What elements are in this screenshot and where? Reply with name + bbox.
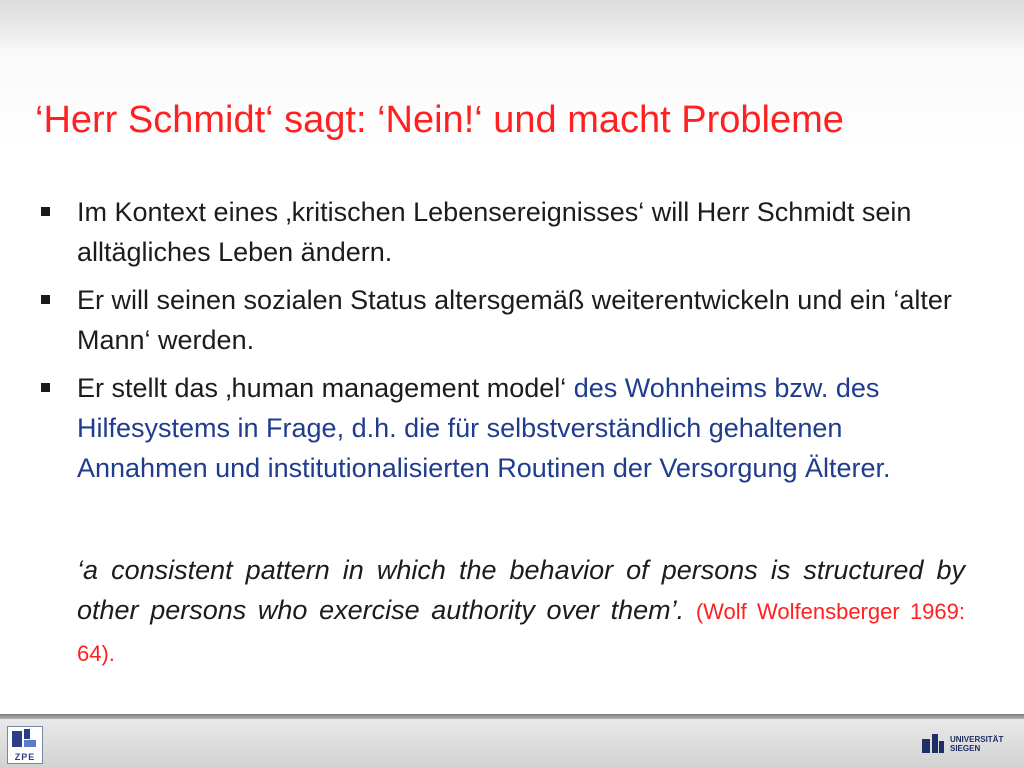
quote-block: [77, 550, 965, 674]
slide-title: ‘Herr Schmidt‘ sagt: ‘Nein!‘ und macht Probleme: [35, 99, 844, 141]
bullet-text: Im Kontext eines ‚kritischen Lebensereignisses‘ will Herr Schmidt sein alltägliches Leben ändern.: [77, 197, 912, 267]
top-band: [0, 0, 1024, 50]
university-name-line2: SIEGEN: [950, 744, 981, 753]
zpe-emblem-icon: [8, 727, 42, 753]
university-name-line1: UNIVERSITÄT: [950, 735, 1004, 744]
bullet-text-suffix: des Wohnheims bzw. des Hilfesystems in Frage, d.h. die für selbstverständlich gehaltenen Annahmen und institutionalisierten Routinen der Versorgung Älterer.: [77, 373, 891, 483]
square-bullet-icon: [41, 295, 50, 304]
bullet-text-highlight: ‚human management model‘: [225, 373, 567, 403]
bullet-list: [40, 192, 970, 496]
bullet-text-prefix: Er stellt das: [77, 373, 226, 403]
quote-citation: (Wolf Wolfensberger 1969: 64).: [77, 599, 965, 666]
university-siegen-logo: [920, 731, 1020, 759]
square-bullet-icon: [41, 207, 50, 216]
footer-bar: [0, 719, 1024, 768]
quote-text: ‘a consistent pattern in which the behavior of persons is structured by other persons who exercise authority over them’.: [77, 555, 965, 625]
bullet-item-2: [40, 280, 970, 360]
university-emblem-icon: [920, 731, 946, 757]
zpe-logo-text: ZPE: [14, 752, 36, 762]
bullet-item-3: [40, 368, 970, 488]
bullet-item-1: [40, 192, 970, 272]
zpe-logo-icon: [7, 726, 43, 764]
square-bullet-icon: [41, 383, 50, 392]
bullet-text: Er will seinen sozialen Status altersgemäß weiterentwickeln und ein ‘alter Mann‘ werden.: [77, 285, 952, 355]
university-name: [950, 735, 1003, 753]
